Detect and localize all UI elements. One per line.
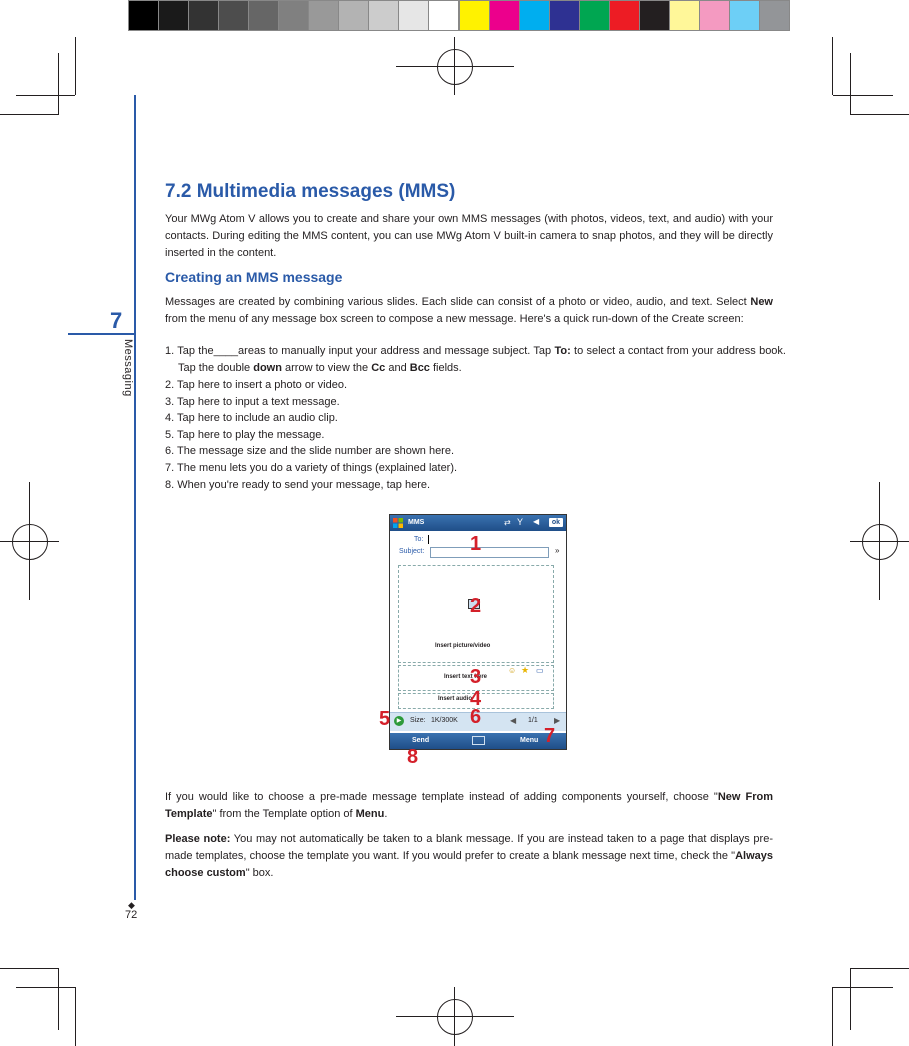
step-1: 1. Tap the____areas to manually input your address and message subject. Tap To: to select a contact from your address book. Tap the double down arrow to view the Cc and Bcc fields. xyxy=(165,345,786,374)
color-swatch xyxy=(189,0,219,31)
emoticon-icon[interactable]: ☺ xyxy=(508,666,517,675)
color-swatch xyxy=(670,0,700,31)
color-swatch xyxy=(279,0,309,31)
to-label[interactable]: To: xyxy=(414,536,424,543)
step-3: 3. Tap here to input a text message. xyxy=(165,396,340,408)
color-swatch xyxy=(550,0,580,31)
favorite-icon[interactable]: ★ xyxy=(521,665,530,675)
signal-icon: Y xyxy=(517,517,524,527)
callout-6: 6 xyxy=(470,706,482,728)
connectivity-icon: ⇄ xyxy=(504,518,511,527)
note-paragraph: Please note: You may not automatically be taken to a blank message. If you are instead taken to a page that displays pre-made templates, choose the template you want. If you would prefer to create a blank message next time, check the "Always choose custom" box. xyxy=(165,833,773,879)
color-swatch xyxy=(339,0,369,31)
slide-number: 1/1 xyxy=(528,717,538,724)
color-bar xyxy=(459,0,790,31)
sidebar-rule xyxy=(134,95,136,900)
color-swatch xyxy=(730,0,760,31)
page-marker-icon: ◆ xyxy=(128,900,135,910)
callout-3: 3 xyxy=(470,666,482,688)
expand-fields-icon[interactable]: » xyxy=(555,546,560,555)
color-swatch xyxy=(159,0,189,31)
color-swatch xyxy=(429,0,459,31)
color-swatch xyxy=(309,0,339,31)
callout-4: 4 xyxy=(470,688,482,710)
color-swatch xyxy=(369,0,399,31)
play-icon[interactable]: ▶ xyxy=(394,716,404,726)
ok-button[interactable]: ok xyxy=(549,518,563,527)
color-swatch xyxy=(219,0,249,31)
section-subtitle: Creating an MMS message xyxy=(165,269,343,285)
to-input[interactable] xyxy=(428,535,429,544)
color-swatch xyxy=(640,0,670,31)
next-slide-icon[interactable]: ▶ xyxy=(554,716,561,725)
step-4: 4. Tap here to include an audio clip. xyxy=(165,412,338,424)
color-swatch xyxy=(459,0,490,31)
grayscale-bar xyxy=(128,0,459,31)
subject-input[interactable] xyxy=(430,547,549,558)
section-title: 7.2 Multimedia messages (MMS) xyxy=(165,181,456,202)
step-7: 7. The menu lets you do a variety of things (explained later). xyxy=(165,462,458,474)
insert-text-label: Insert text here xyxy=(444,674,488,680)
menu-softkey[interactable]: Menu xyxy=(520,737,539,744)
keyboard-icon[interactable] xyxy=(472,736,485,745)
step-6: 6. The message size and the slide number are shown here. xyxy=(165,445,455,457)
color-swatch xyxy=(610,0,640,31)
color-swatch xyxy=(249,0,279,31)
phone-title: MMS xyxy=(408,519,425,526)
color-swatch xyxy=(520,0,550,31)
insert-audio-label: Insert audio xyxy=(438,696,473,702)
callout-1: 1 xyxy=(470,533,482,555)
step-5: 5. Tap here to play the message. xyxy=(165,429,325,441)
intro-paragraph: Your MWg Atom V allows you to create and share your own MMS messages (with photos, videos, text, and audio) with your contacts. During editing the MMS content, you can use MWg Atom V built-in camera to snap photos, and they will be directly inserted in the content. xyxy=(165,213,773,259)
template-paragraph: If you would like to choose a pre-made message template instead of adding components yourself, choose "New From Template" from the Template option of Menu. xyxy=(165,791,773,820)
windows-start-icon[interactable] xyxy=(393,518,403,528)
color-swatch xyxy=(760,0,790,31)
previous-slide-icon[interactable]: ◀ xyxy=(510,716,517,725)
color-swatch xyxy=(399,0,429,31)
color-swatch xyxy=(128,0,159,31)
insert-picture-label: Insert picture/video xyxy=(435,643,491,649)
phone-title-bar xyxy=(390,515,566,531)
subject-label: Subject: xyxy=(399,548,425,555)
callout-8: 8 xyxy=(407,746,419,768)
callout-5: 5 xyxy=(379,708,391,730)
size-value: 1K/300K xyxy=(431,717,458,724)
callout-2: 2 xyxy=(470,595,482,617)
chapter-tab-rule xyxy=(68,333,136,335)
size-label: Size: xyxy=(410,717,426,724)
send-softkey[interactable]: Send xyxy=(412,737,430,744)
step-8: 8. When you're ready to send your message, tap here. xyxy=(165,479,431,491)
color-swatch xyxy=(580,0,610,31)
page-number: 72 xyxy=(125,909,138,921)
create-description: Messages are created by combining various slides. Each slide can consist of a photo or video, audio, and text. Select New from the menu of any message box screen to compose a new message. Here's a quick run-down of the Create screen: xyxy=(165,296,773,325)
color-swatch xyxy=(700,0,730,31)
step-2: 2. Tap here to insert a photo or video. xyxy=(165,379,348,391)
volume-icon: ◀ xyxy=(533,517,540,526)
chapter-number: 7 xyxy=(110,308,123,333)
callout-7: 7 xyxy=(544,725,556,747)
color-swatch xyxy=(490,0,520,31)
chapter-name: Messaging xyxy=(122,339,134,397)
message-icon[interactable]: ▭ xyxy=(536,666,544,675)
